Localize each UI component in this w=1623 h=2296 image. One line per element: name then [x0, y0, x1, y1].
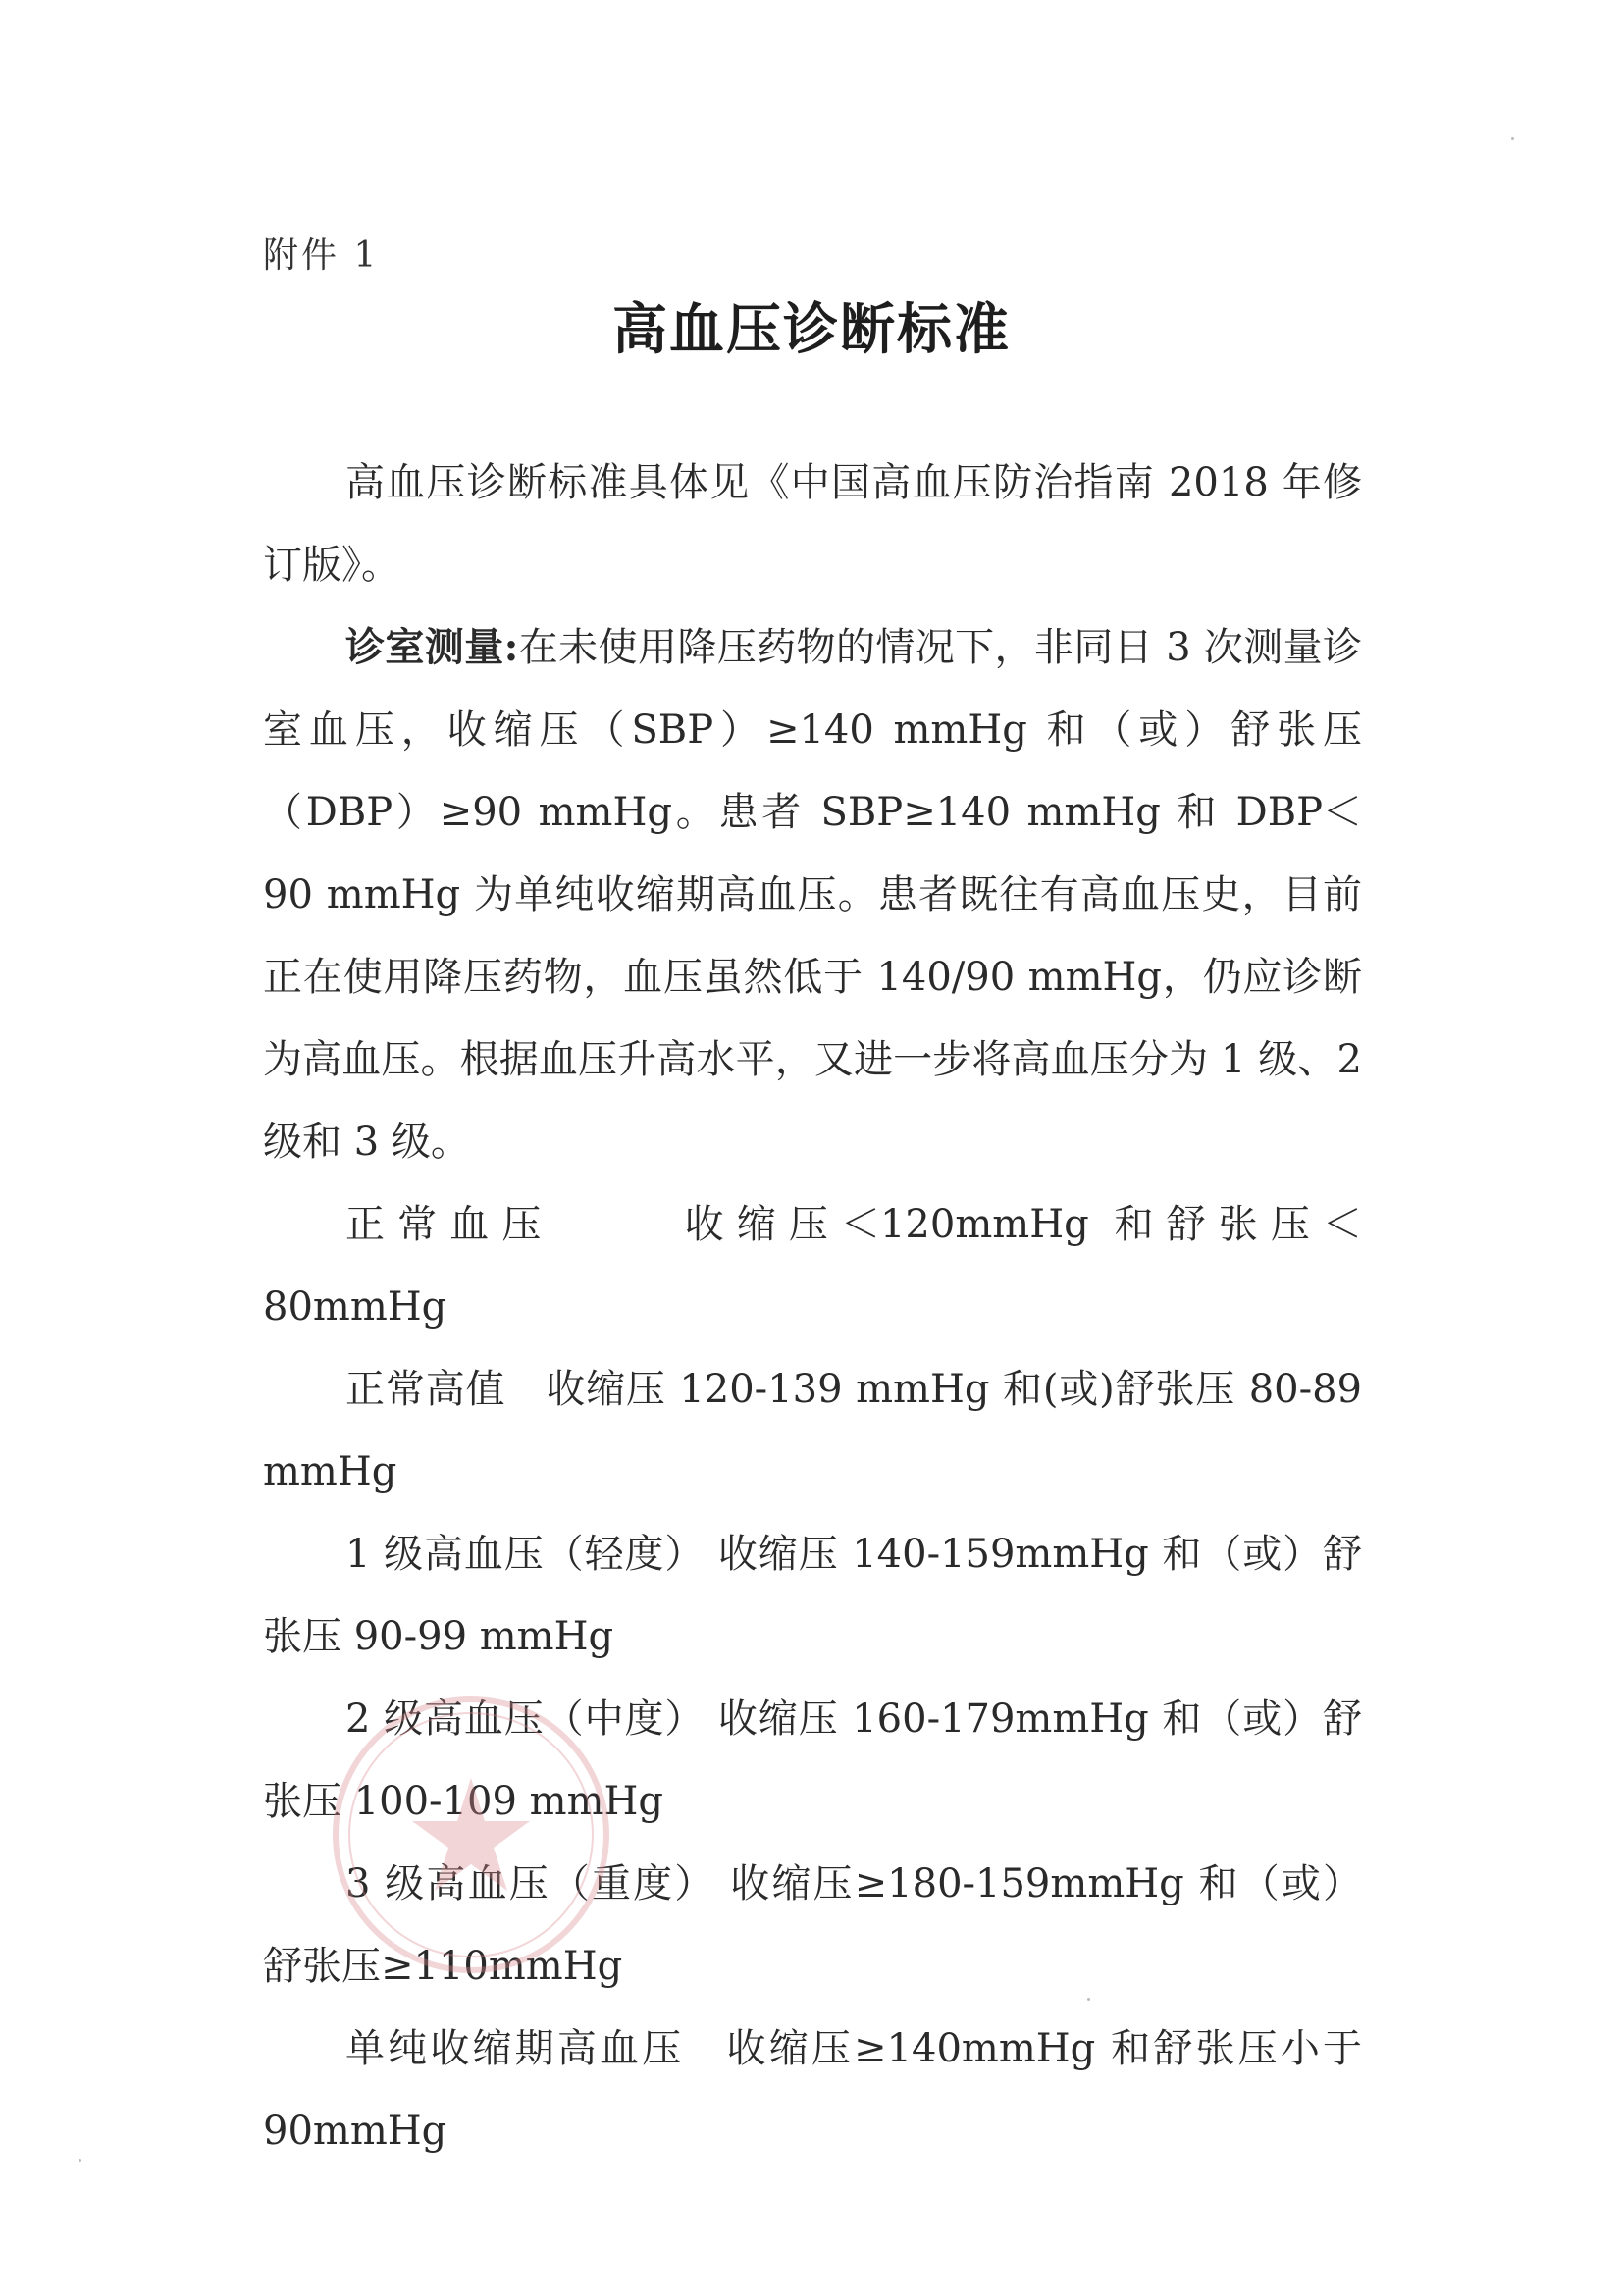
category-criteria: 收缩压 140-159mmHg 和（或）舒张压 90-99 mmHg	[263, 1532, 1362, 1659]
category-criteria: 收缩压 160-179mmHg 和（或）舒张压 100-109 mmHg	[263, 1696, 1362, 1824]
category-grade-1	[263, 1513, 1362, 1678]
category-criteria: 收缩压≥140mmHg 和舒张压小于 90mmHg	[263, 2026, 1363, 2154]
category-normal	[263, 1183, 1362, 1348]
annex-label: 附件 1	[263, 235, 380, 276]
category-name: 正常血压	[345, 1202, 554, 1247]
intro-paragraph: 高血压诊断标准具体见《中国高血压防治指南 2018 年修订版》。	[263, 460, 1362, 588]
category-criteria: 收缩压 120-139 mmHg 和(或)舒张压 80-89 mmHg	[263, 1367, 1363, 1494]
category-isolated-systolic	[263, 2008, 1362, 2172]
official-seal-stamp	[324, 1688, 618, 1982]
category-name: 单纯收缩期高血压	[345, 2026, 685, 2071]
category-high-normal	[263, 1348, 1362, 1513]
scan-speck	[1087, 1998, 1090, 2001]
scan-speck	[1511, 137, 1514, 140]
scan-speck	[79, 2159, 81, 2162]
document-title: 高血压诊断标准	[612, 297, 1011, 362]
clinic-measurement-text: 在未使用降压药物的情况下，非同日 3 次测量诊室血压，收缩压（SBP）≥140 mmHg 和（或）舒张压（DBP）≥90 mmHg。患者 SBP≥140 mmHg 和 DBP＜90 mmHg 为单纯收缩期高血压。患者既往有高血压史，目前正在使用降压药物，血压虽然低于 140/90 mmHg，仍应诊断为高血压。根据血压升高水平，又进一步将高血压分为 1 级、2 级和 3 级。	[263, 625, 1362, 1165]
clinic-measurement-label: 诊室测量:	[345, 624, 519, 670]
category-criteria: 收缩压≥180-159mmHg 和（或）舒张压≥110mmHg	[263, 1861, 1362, 1989]
clinic-measurement-paragraph	[263, 606, 1362, 1183]
category-criteria: 收缩压＜120mmHg 和舒张压＜80mmHg	[263, 1202, 1363, 1330]
category-name: 3 级高血压（重度）	[345, 1861, 716, 1906]
category-name: 正常高值	[345, 1367, 506, 1412]
category-name: 2 级高血压（中度）	[345, 1696, 706, 1742]
category-name: 1 级高血压（轻度）	[345, 1532, 706, 1577]
